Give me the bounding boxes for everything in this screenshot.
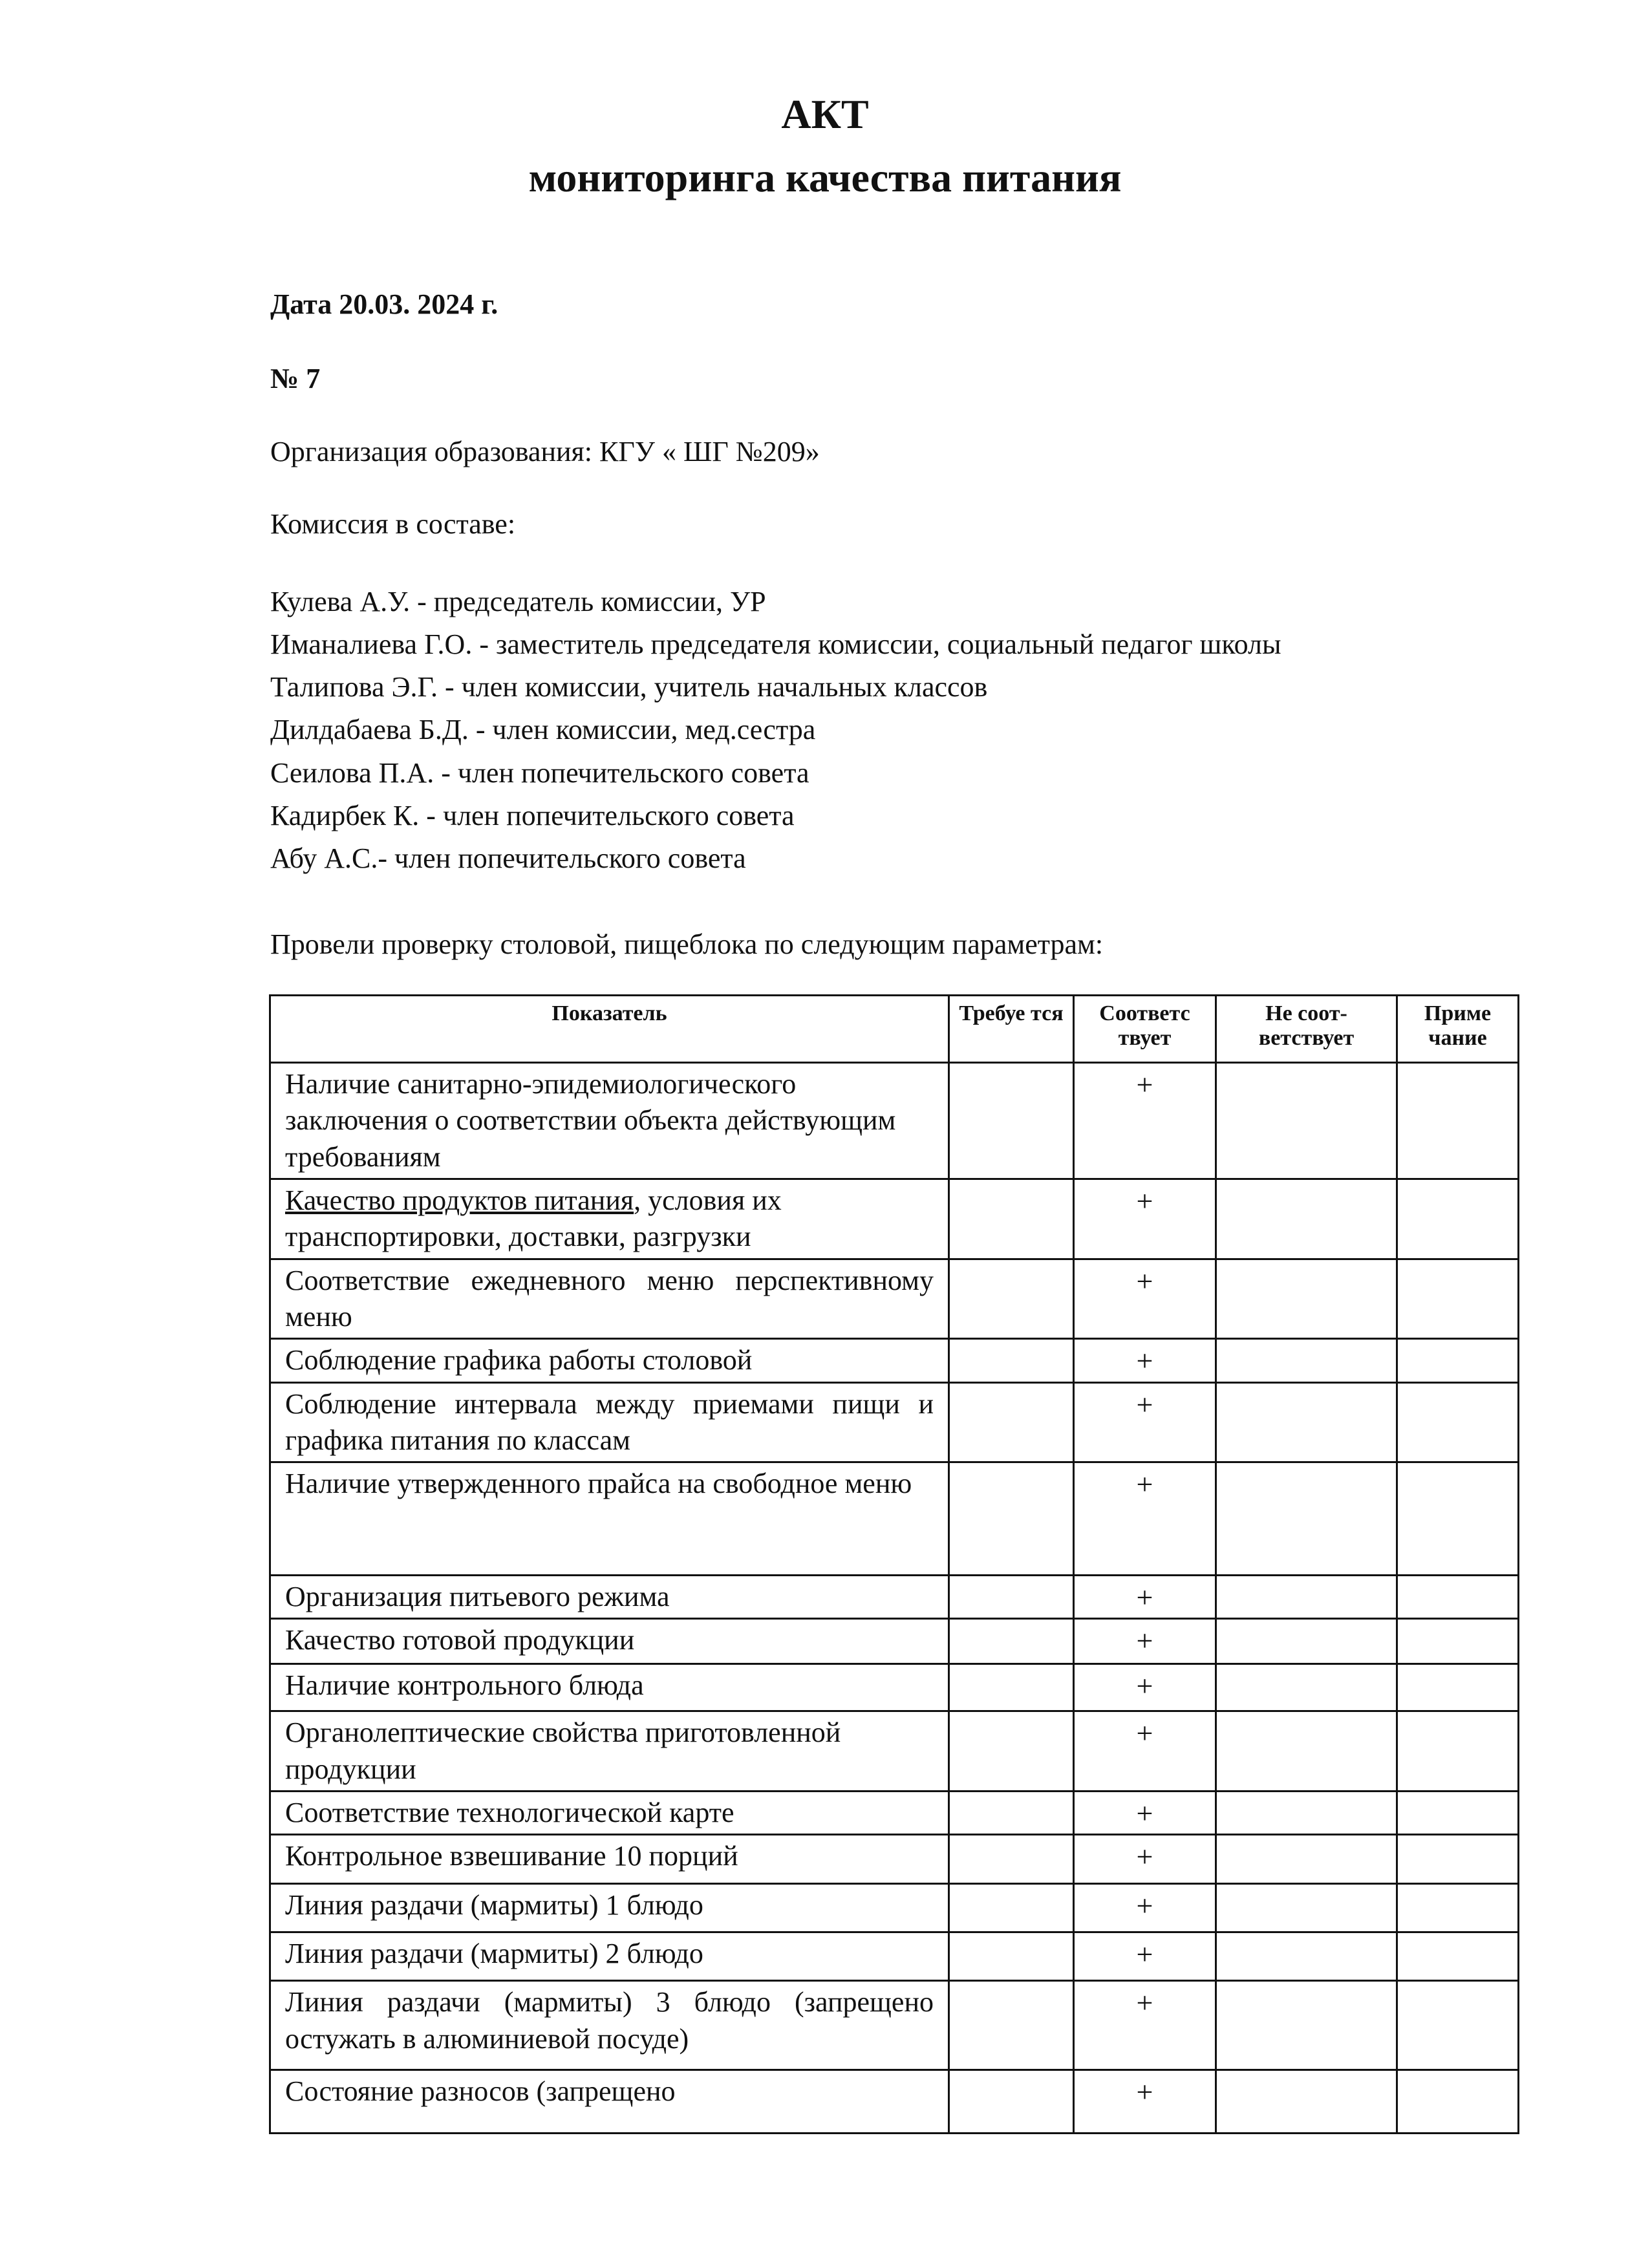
note-cell bbox=[1397, 1382, 1519, 1462]
complies-cell: + bbox=[1074, 1576, 1216, 1619]
indicator-cell: Линия раздачи (мармиты) 1 блюдо bbox=[270, 1884, 949, 1932]
commission-member: Абу А.С.- член попечительского совета bbox=[270, 842, 746, 874]
complies-cell: + bbox=[1074, 1835, 1216, 1884]
table-row bbox=[270, 2070, 1519, 2134]
table-row bbox=[270, 1339, 1519, 1382]
not-complies-cell bbox=[1216, 1576, 1397, 1619]
complies-cell: + bbox=[1074, 1382, 1216, 1462]
inspection-intro: Провели проверку столовой, пищеблока по следующим параметрам: bbox=[270, 928, 1104, 960]
not-complies-cell bbox=[1216, 1619, 1397, 1664]
note-cell bbox=[1397, 1339, 1519, 1382]
not-complies-cell bbox=[1216, 1382, 1397, 1462]
table-row bbox=[270, 1462, 1519, 1576]
commission-member: Кадирбек К. - член попечительского совета bbox=[270, 800, 795, 831]
complies-cell: + bbox=[1074, 1711, 1216, 1792]
title-line-1: АКТ bbox=[781, 91, 869, 137]
indicator-text: , условия их транспортировки, доставки, разгрузки bbox=[285, 1184, 782, 1253]
commission-member: Дилдабаева Б.Д. - член комиссии, мед.сестра bbox=[270, 714, 816, 745]
complies-cell: + bbox=[1074, 1619, 1216, 1664]
complies-cell: + bbox=[1074, 1462, 1216, 1576]
required-cell bbox=[949, 1179, 1074, 1259]
table-row bbox=[270, 1382, 1519, 1462]
indicator-cell: Контрольное взвешивание 10 порций bbox=[270, 1835, 949, 1884]
note-cell bbox=[1397, 1884, 1519, 1932]
header-note: Приме чание bbox=[1397, 996, 1519, 1063]
inspection-table bbox=[269, 994, 1519, 2134]
not-complies-cell bbox=[1216, 1063, 1397, 1179]
table-row bbox=[270, 1179, 1519, 1259]
note-cell bbox=[1397, 2070, 1519, 2134]
not-complies-cell bbox=[1216, 1462, 1397, 1576]
table-row bbox=[270, 1664, 1519, 1711]
indicator-cell: Состояние разносов (запрещено bbox=[270, 2070, 949, 2134]
header-complies: Соответс твует bbox=[1074, 996, 1216, 1063]
not-complies-cell bbox=[1216, 1664, 1397, 1711]
complies-cell: + bbox=[1074, 2070, 1216, 2134]
required-cell bbox=[949, 1981, 1074, 2070]
indicator-cell bbox=[270, 1179, 949, 1259]
not-complies-cell bbox=[1216, 1792, 1397, 1835]
required-cell bbox=[949, 1792, 1074, 1835]
complies-cell: + bbox=[1074, 1981, 1216, 2070]
complies-cell: + bbox=[1074, 1259, 1216, 1339]
not-complies-cell bbox=[1216, 1981, 1397, 2070]
indicator-cell: Соответствие ежедневного меню перспективному меню bbox=[270, 1259, 949, 1339]
complies-cell: + bbox=[1074, 1339, 1216, 1382]
note-cell bbox=[1397, 1835, 1519, 1884]
indicator-cell: Соблюдение графика работы столовой bbox=[270, 1339, 949, 1382]
note-cell bbox=[1397, 1792, 1519, 1835]
required-cell bbox=[949, 1711, 1074, 1792]
header-required: Требуе тся bbox=[949, 996, 1074, 1063]
not-complies-cell bbox=[1216, 1932, 1397, 1981]
not-complies-cell bbox=[1216, 1339, 1397, 1382]
complies-cell: + bbox=[1074, 1063, 1216, 1179]
organization-line: Организация образования: КГУ « ШГ №209» bbox=[270, 436, 820, 467]
indicator-cell: Соблюдение интервала между приемами пищи и графика питания по классам bbox=[270, 1382, 949, 1462]
commission-member: Иманалиева Г.О. - заместитель председателя комиссии, социальный педагог школы bbox=[270, 628, 1281, 660]
not-complies-cell bbox=[1216, 1835, 1397, 1884]
required-cell bbox=[949, 2070, 1074, 2134]
indicator-cell: Органолептические свойства приготовленной продукции bbox=[270, 1711, 949, 1792]
required-cell bbox=[949, 1259, 1074, 1339]
complies-cell: + bbox=[1074, 1664, 1216, 1711]
table-row bbox=[270, 1835, 1519, 1884]
commission-member: Талипова Э.Г. - член комиссии, учитель начальных классов bbox=[270, 671, 988, 703]
note-cell bbox=[1397, 1981, 1519, 2070]
commission-member: Сеилова П.А. - член попечительского совета bbox=[270, 757, 809, 789]
required-cell bbox=[949, 1382, 1074, 1462]
not-complies-cell bbox=[1216, 2070, 1397, 2134]
note-cell bbox=[1397, 1259, 1519, 1339]
indicator-cell: Наличие контрольного блюда bbox=[270, 1664, 949, 1711]
note-cell bbox=[1397, 1462, 1519, 1576]
title-line-2: мониторинга качества питания bbox=[528, 155, 1122, 200]
note-cell bbox=[1397, 1576, 1519, 1619]
required-cell bbox=[949, 1619, 1074, 1664]
table-row bbox=[270, 1259, 1519, 1339]
not-complies-cell bbox=[1216, 1711, 1397, 1792]
commission-member: Кулева А.У. - председатель комиссии, УР bbox=[270, 586, 766, 617]
date-line: Дата 20.03. 2024 г. bbox=[270, 288, 498, 320]
complies-cell: + bbox=[1074, 1179, 1216, 1259]
indicator-cell: Качество готовой продукции bbox=[270, 1619, 949, 1664]
indicator-cell: Линия раздачи (мармиты) 2 блюдо bbox=[270, 1932, 949, 1981]
indicator-underlined-text: Качество продуктов питания bbox=[285, 1184, 634, 1216]
required-cell bbox=[949, 1664, 1074, 1711]
table-row bbox=[270, 1576, 1519, 1619]
required-cell bbox=[949, 1884, 1074, 1932]
table-row bbox=[270, 1884, 1519, 1932]
indicator-cell: Линия раздачи (мармиты) 3 блюдо (запрещено остужать в алюминиевой посуде) bbox=[270, 1981, 949, 2070]
header-indicator: Показатель bbox=[270, 996, 949, 1063]
required-cell bbox=[949, 1339, 1074, 1382]
table-row bbox=[270, 1063, 1519, 1179]
header-not-complies: Не соот- ветствует bbox=[1216, 996, 1397, 1063]
table-header-row bbox=[270, 996, 1519, 1063]
indicator-cell: Наличие санитарно-эпидемиологического заключения о соответствии объекта действующим требованиям bbox=[270, 1063, 949, 1179]
table-row bbox=[270, 1619, 1519, 1664]
required-cell bbox=[949, 1462, 1074, 1576]
complies-cell: + bbox=[1074, 1884, 1216, 1932]
indicator-cell: Организация питьевого режима bbox=[270, 1576, 949, 1619]
table-row bbox=[270, 1981, 1519, 2070]
note-cell bbox=[1397, 1619, 1519, 1664]
required-cell bbox=[949, 1932, 1074, 1981]
commission-heading: Комиссия в составе: bbox=[270, 508, 516, 540]
not-complies-cell bbox=[1216, 1259, 1397, 1339]
not-complies-cell bbox=[1216, 1884, 1397, 1932]
note-cell bbox=[1397, 1063, 1519, 1179]
table-row bbox=[270, 1711, 1519, 1792]
table-row bbox=[270, 1792, 1519, 1835]
complies-cell: + bbox=[1074, 1792, 1216, 1835]
note-cell bbox=[1397, 1932, 1519, 1981]
required-cell bbox=[949, 1063, 1074, 1179]
note-cell bbox=[1397, 1664, 1519, 1711]
note-cell bbox=[1397, 1179, 1519, 1259]
note-cell bbox=[1397, 1711, 1519, 1792]
required-cell bbox=[949, 1576, 1074, 1619]
act-number: № 7 bbox=[270, 363, 321, 394]
complies-cell: + bbox=[1074, 1932, 1216, 1981]
indicator-cell: Наличие утвержденного прайса на свободное меню bbox=[270, 1462, 949, 1576]
table-row bbox=[270, 1932, 1519, 1981]
required-cell bbox=[949, 1835, 1074, 1884]
indicator-cell: Соответствие технологической карте bbox=[270, 1792, 949, 1835]
not-complies-cell bbox=[1216, 1179, 1397, 1259]
